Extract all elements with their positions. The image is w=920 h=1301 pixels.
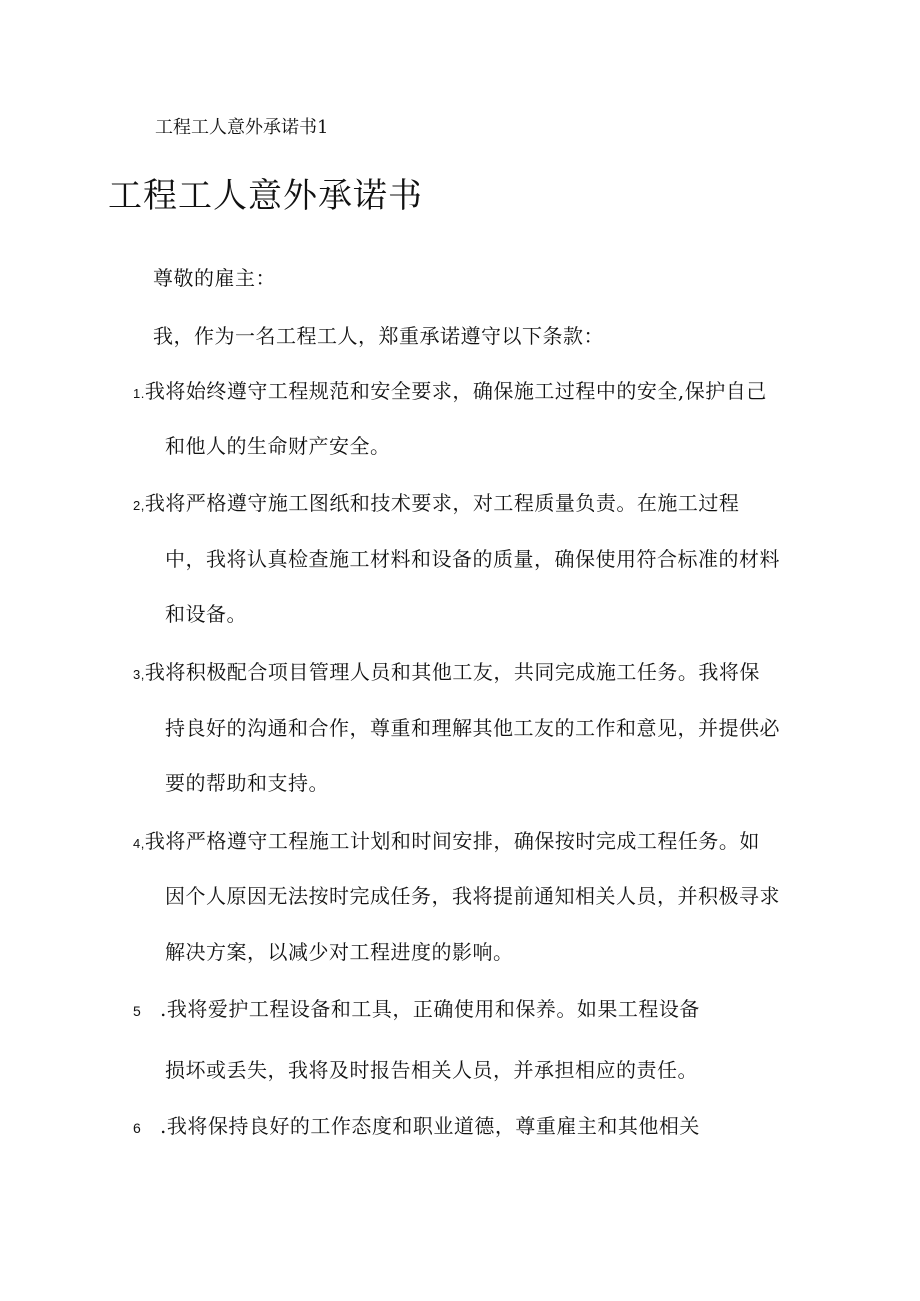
clause-3-line-3: 要的帮助和支持。 <box>165 771 329 795</box>
clause-3-text: 我将积极配合项目管理人员和其他工友，共同完成施工任务。我将保 <box>144 660 760 684</box>
clause-2-line-1 <box>133 491 739 518</box>
clause-6-number: 6 <box>133 1120 142 1136</box>
clause-4-line-3: 解决方案，以减少对工程进度的影响。 <box>165 940 514 964</box>
clause-2-line-2: 中，我将认真检查施工材料和设备的质量，确保使用符合标准的材料 <box>165 547 780 571</box>
clause-2-line-3: 和设备。 <box>165 602 247 626</box>
intro-paragraph: 我，作为一名工程工人，郑重承诺遵守以下条款： <box>153 324 604 348</box>
clause-1-line-2: 和他人的生命财产安全。 <box>165 434 391 458</box>
clause-3-line-1 <box>133 660 760 687</box>
clause-5-text: .我将爱护工程设备和工具，正确使用和保养。如果工程设备 <box>160 997 700 1021</box>
document-title: 工程工人意外承诺书 <box>108 176 423 216</box>
clause-2-number: 2, <box>133 498 145 513</box>
clause-4-text: 我将严格遵守工程施工计划和时间安排，确保按时完成工程任务。如 <box>144 829 760 853</box>
clause-4-line-1 <box>133 829 760 856</box>
clause-1-text: 我将始终遵守工程规范和安全要求，确保施工过程中的安全,保护自己 <box>144 379 767 403</box>
clause-3-number: 3, <box>133 667 145 682</box>
clause-5-line-2: 损坏或丢失，我将及时报告相关人员，并承担相应的责任。 <box>165 1058 698 1082</box>
clause-6-line-1 <box>133 1114 700 1140</box>
clause-4-number: 4, <box>133 836 145 851</box>
clause-5-line-1 <box>133 997 700 1023</box>
clause-3-line-2: 持良好的沟通和合作，尊重和理解其他工友的工作和意见，并提供必 <box>165 716 780 740</box>
clause-6-text: .我将保持良好的工作态度和职业道德，尊重雇主和其他相关 <box>160 1114 700 1138</box>
clause-2-text: 我将严格遵守施工图纸和技术要求，对工程质量负责。在施工过程 <box>144 491 740 515</box>
clause-1-line-1 <box>133 379 767 406</box>
clause-4-line-2: 因个人原因无法按时完成任务，我将提前通知相关人员，并积极寻求 <box>165 884 780 908</box>
salutation: 尊敬的雇主： <box>153 266 276 290</box>
clause-5-number: 5 <box>133 1003 142 1019</box>
document-header: 工程工人意外承诺书1 <box>155 117 329 138</box>
clause-1-number: 1. <box>133 386 145 401</box>
